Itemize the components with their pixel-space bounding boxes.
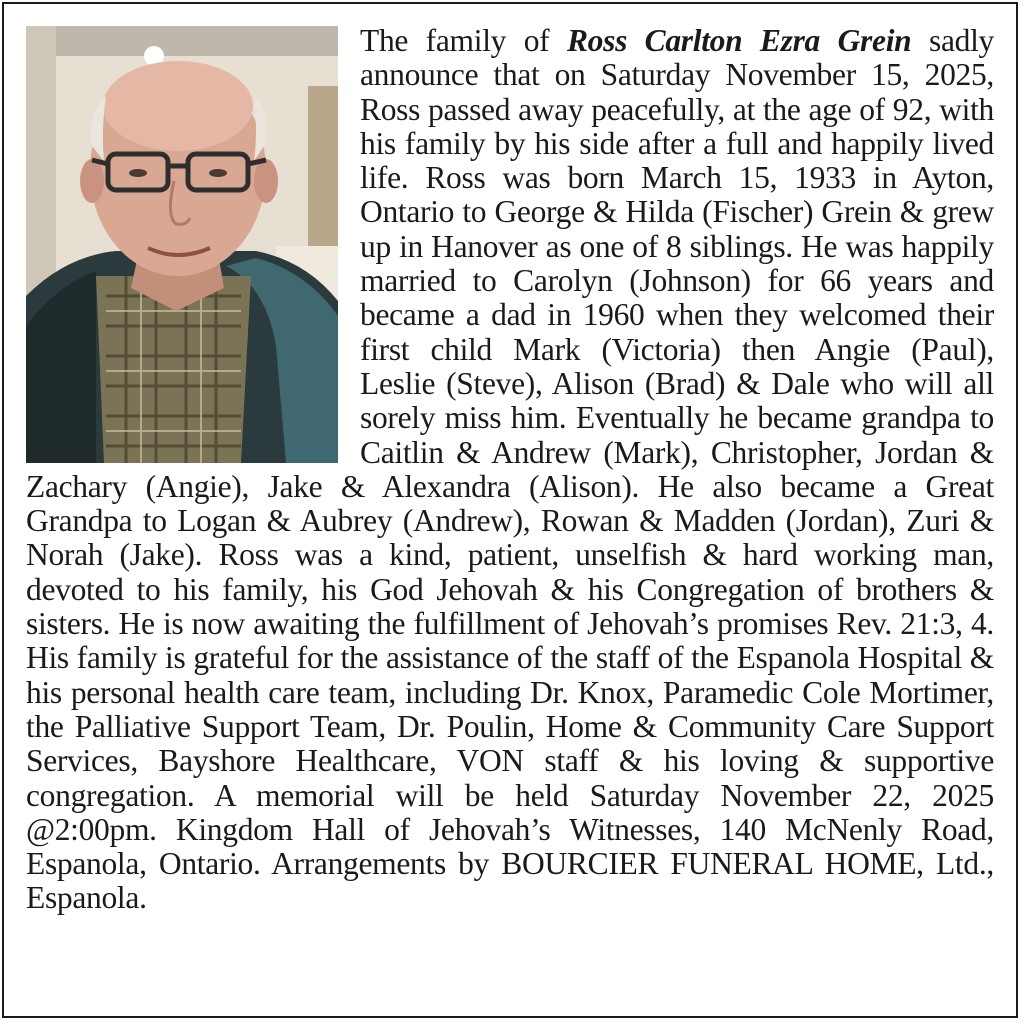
- portrait-illustration: [26, 26, 338, 463]
- body-text: sadly announce that on Saturday November 15, 2025, Ross passed away peacefully, at the age of 92, with his family by his side after a full and happily lived life. Ross was born March 15, 1933 in Ayton, Ontario to George & Hilda (Fischer) Grein & grew up in Hanover as one of 8 siblings. He was happily married to Carolyn (Johnson) for 66 years and became a dad in 1960 when they welcomed their first child Mark (Victoria) then Angie (Paul), Leslie (Steve), Alison (Brad) & Dale who will all sorely miss him. Eventually he became grandpa to Caitlin & Andrew (Mark), Christopher, Jordan & Zachary (Angie), Jake & Alexandra (Alison). He also became a Great Grandpa to Logan & Aubrey (Andrew), Rowan & Madden (Jordan), Zuri & Norah (Jake). Ross was a kind, patient, unselfish & hard working man, devoted to his family, his God Jehovah & his Congregation of brothers & sisters. He is now awaiting the fulfillment of Jehovah’s promises Rev. 21:3, 4. His family is grateful for the assistance of the staff of the Espanola Hospital & his personal health care team, including Dr. Knox, Paramedic Cole Mortimer, the Palliative Support Team, Dr. Poulin, Home & Community Care Support Services, Bayshore Healthcare, VON staff & his loving & supportive congregation. A memorial will be held Saturday November 22, 2025 @2:00pm. Kingdom Hall of Jehovah’s Witnesses, 140 McNenly Road, Espanola, Ontario. Arrangements by BOURCIER FUNERAL HOME, Ltd., Espanola.: [26, 23, 994, 916]
- deceased-name: Ross Carlton Ezra Grein: [566, 23, 912, 58]
- obituary-notice: [2, 2, 1018, 1018]
- portrait-photo: [26, 26, 338, 463]
- intro-text: The family of: [360, 23, 567, 58]
